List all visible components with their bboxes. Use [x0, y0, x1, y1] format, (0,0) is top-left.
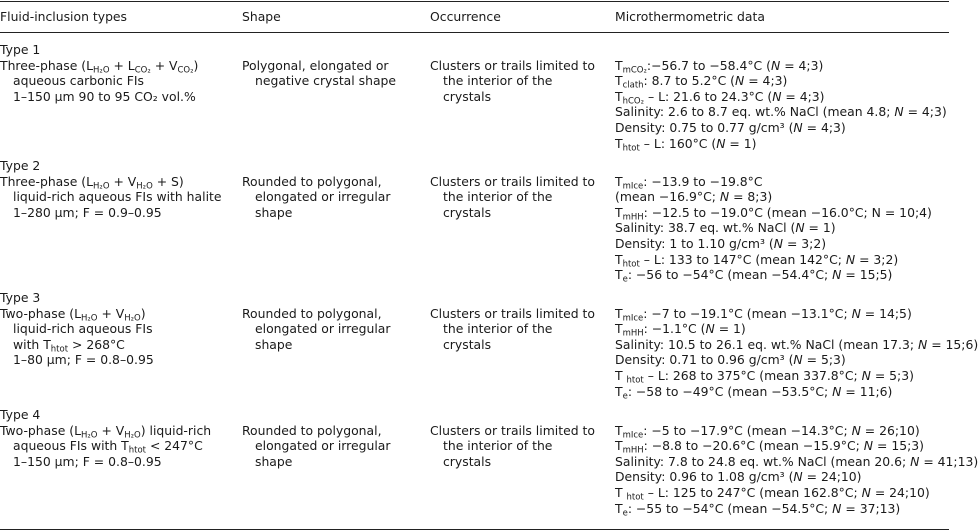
- shape-cell: Rounded to polygonal, elongated or irregular shape: [242, 173, 391, 220]
- micro-line: Salinity: 7.8 to 24.8 eq. wt.% NaCl (mean 20.6; N = 41;13): [615, 453, 978, 469]
- type-label: Type 2: [0, 158, 41, 173]
- micro-line: Density: 0.96 to 1.08 g/cm³ (N = 24;10): [615, 469, 862, 485]
- micro-line: $T_{htot}$ – L: 160°C (N = 1): [615, 135, 757, 154]
- micro-line: Salinity: 10.5 to 26.1 eq. wt.% NaCl (mean 17.3; N = 15;6): [615, 336, 978, 352]
- header-shape: Shape: [242, 9, 281, 24]
- micro-line: Density: 1 to 1.10 g/cm³ (N = 3;2): [615, 235, 827, 251]
- type-label: Type 4: [0, 407, 41, 422]
- micro-line: $T_{clath}$: 8.7 to 5.2°C (N = 4;3): [615, 73, 788, 91]
- occurrence-cell: Clusters or trails limited to the interior of the crystals: [430, 305, 595, 352]
- inclusion-description: liquid-rich aqueous FIs: [13, 321, 153, 337]
- top-rule: [0, 1, 949, 2]
- size-description: 1–80 µm; F = 0.8–0.95: [13, 352, 154, 368]
- micro-line: $T_{mCO_2}:-56.7$ to −58.4°C (N = 4;3): [615, 57, 824, 76]
- shape-cell: Polygonal, elongated or negative crystal shape: [242, 57, 397, 89]
- occurrence-cell: Clusters or trails limited to the interior of the crystals: [430, 57, 595, 104]
- micro-line: $T_{hCO_2}$ – L: 21.6 to 24.3°C (N = 4;3): [615, 88, 825, 107]
- type-label: Type 3: [0, 290, 41, 305]
- micro-line: $T_e$: −56 to −54°C (mean −54.4°C; N = 15;5): [615, 267, 893, 285]
- header-rule: [0, 32, 949, 33]
- micro-line: Density: 0.71 to 0.96 g/cm³ (N = 5;3): [615, 352, 846, 368]
- phase-description: Two-phase $(L_{H_2O} + V_{H_2O})$ liquid-rich: [0, 422, 212, 441]
- micro-cell: [615, 174, 932, 283]
- header-occurrence: Occurrence: [430, 9, 501, 24]
- size-description: 1–150 µm; F = 0.8–0.95: [13, 453, 162, 469]
- occurrence-cell: Clusters or trails limited to the interior of the crystals: [430, 422, 595, 469]
- micro-line: (mean −16.9°C; N = 8;3): [615, 189, 773, 205]
- micro-line: $T_{mHH}$: −12.5 to −19.0°C (mean −16.0°C; N = 10;4): [615, 204, 932, 223]
- type-cell: [0, 290, 154, 368]
- type-label: Type 1: [0, 42, 41, 57]
- micro-cell: [615, 306, 978, 400]
- occurrence-cell: Clusters or trails limited to the interior of the crystals: [430, 173, 595, 220]
- micro-line: T $_{htot}$ – L: 125 to 247°C (mean 162.8°C; N = 24;10): [615, 484, 930, 503]
- micro-line: $T_e$: −55 to −54°C (mean −54.5°C; N = 37;13): [615, 500, 901, 519]
- type-cell: [0, 407, 211, 469]
- homogenization-description: with $T_{htot} > 268^\circ C$: [13, 336, 125, 355]
- bottom-rule: [0, 529, 949, 530]
- size-description: 1–280 µm; F = 0.9–0.95: [13, 204, 162, 220]
- micro-line: $T_{htot}$ – L: 133 to 147°C (mean 142°C; N = 3;2): [615, 251, 899, 270]
- micro-line: $T_{mIce}$: −7 to −19.1°C (mean −13.1°C; N = 14;5): [615, 305, 912, 324]
- micro-line: Salinity: 2.6 to 8.7 eq. wt.% NaCl (mean 4.8; N = 4;3): [615, 104, 947, 120]
- micro-line: $T_{mHH}$: −1.1°C (N = 1): [615, 321, 746, 339]
- shape-cell: Rounded to polygonal, elongated or irregular shape: [242, 422, 391, 469]
- phase-description: Two-phase $(L_{H_2O} + V_{H_2O})$: [0, 305, 146, 324]
- header-fluid-inclusion-types: Fluid-inclusion types: [0, 9, 128, 24]
- micro-line: $T_e$: −58 to −49°C (mean −53.5°C; N = 11;6): [615, 383, 893, 402]
- type-cell: [0, 42, 198, 104]
- inclusion-description: aqueous carbonic FIs: [13, 73, 144, 89]
- micro-line: $T_{mHH}$: −8.8 to −20.6°C (mean −15.9°C; N = 15;3): [615, 438, 924, 456]
- micro-line: T $_{htot}$ – L: 268 to 375°C (mean 337.8°C; N = 5;3): [615, 367, 914, 386]
- inclusion-description: aqueous FIs with $T_{htot} < 247^\circ C$: [13, 438, 203, 456]
- micro-cell: [615, 58, 947, 152]
- phase-description: Three-phase $(L_{H_2O} + V_{H_2O} + S)$: [0, 173, 184, 192]
- micro-line: Salinity: 38.7 eq. wt.% NaCl (N = 1): [615, 220, 836, 236]
- inclusion-description: liquid-rich aqueous FIs with halite: [13, 189, 222, 205]
- shape-cell: Rounded to polygonal, elongated or irregular shape: [242, 305, 391, 352]
- micro-line: $T_{mIce}$: −5 to −17.9°C (mean −14.3°C; N = 26;10): [615, 422, 920, 441]
- header-microthermometric-data: Microthermometric data: [615, 9, 765, 24]
- micro-line: $T_{mIce}$: −13.9 to −19.8°C: [615, 173, 763, 192]
- size-description: 1–150 µm 90 to 95 CO₂ vol.%: [13, 88, 196, 104]
- phase-description: Three-phase $(L_{H_2O} + L_{CO_2} + V_{CO_2})$: [0, 57, 199, 76]
- micro-cell: [615, 423, 978, 517]
- type-cell: [0, 158, 222, 220]
- micro-line: Density: 0.75 to 0.77 g/cm³ (N = 4;3): [615, 119, 846, 135]
